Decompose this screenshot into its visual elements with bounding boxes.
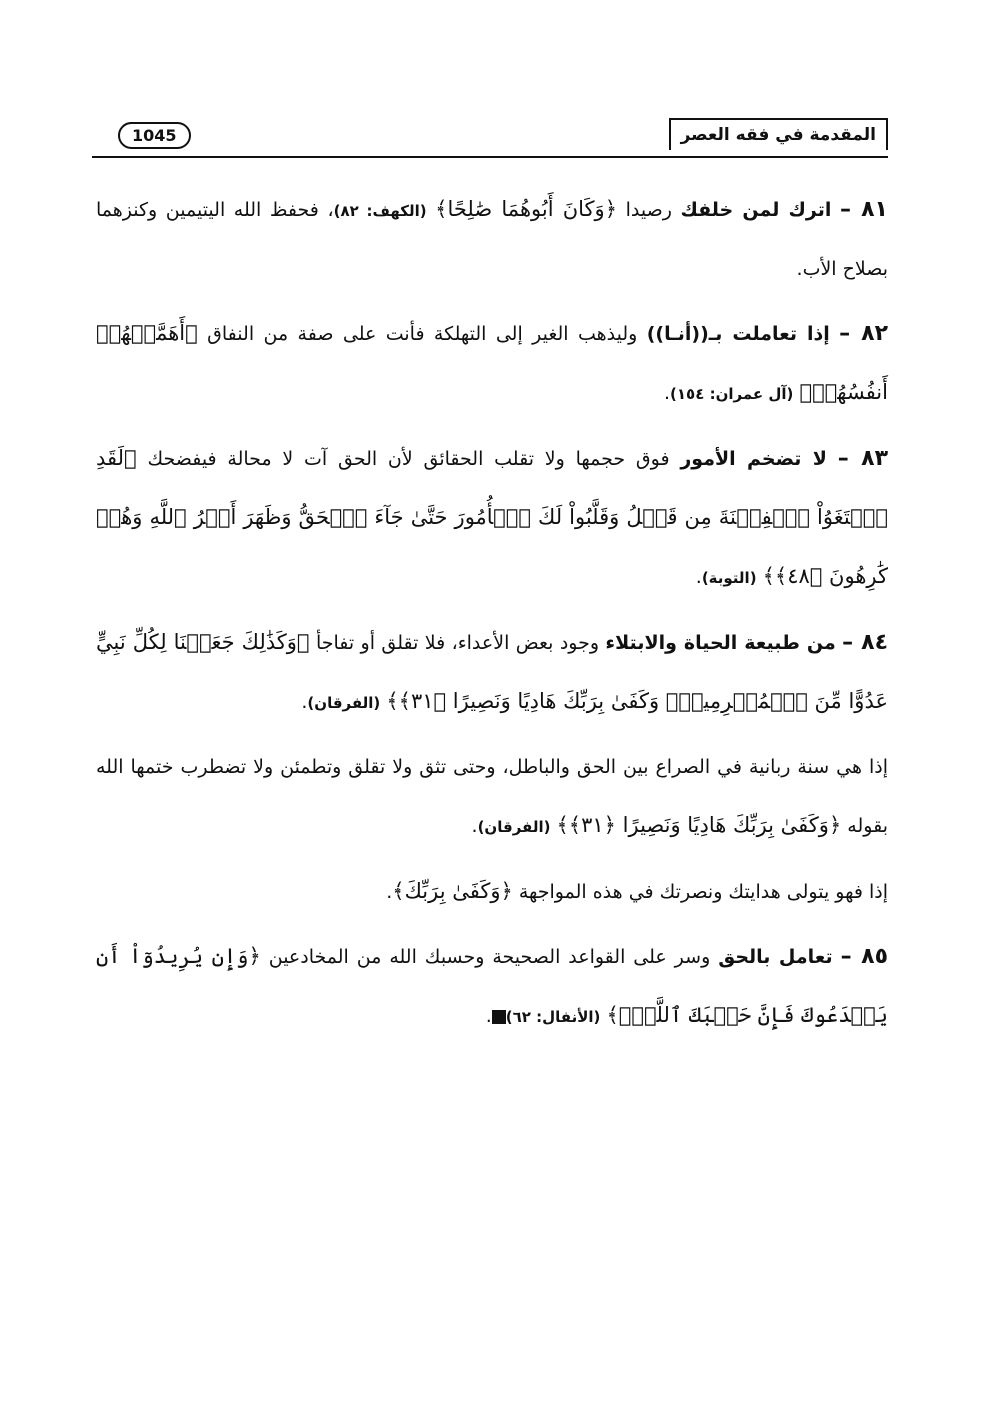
page-body	[96, 180, 888, 1052]
item-number: ٨١ –	[839, 197, 888, 222]
quran-verse: ﴿أَهَمَّتۡهُمۡ أَنفُسُهُمۡ﴾	[96, 321, 888, 404]
item-text: رصيدا	[625, 199, 672, 221]
paragraph-83	[96, 429, 888, 607]
verse-reference: (الكهف: ٨٢)	[333, 202, 427, 220]
verse-reference: (الأنفال: ٦٢)	[505, 1008, 601, 1026]
item-text: وجود بعض الأعداء، فلا تقلق أو تفاجأ	[315, 632, 600, 654]
item-text-end: .	[695, 566, 702, 588]
end-mark-icon	[492, 1010, 506, 1024]
paragraph-85	[96, 927, 888, 1046]
item-title: تعامل بالحق	[718, 946, 833, 968]
item-text-end: .	[485, 1005, 492, 1027]
quran-verse: ﴿لَقَدِ ٱبۡتَغَوُاْ ٱلۡفِتۡنَةَ مِن قَبۡلُ وَقَلَّبُواْ لَكَ ٱلۡأُمُورَ حَتَّىٰ جَآءَ ٱلۡحَقُّ وَظَهَرَ أَمۡرُ ٱللَّهِ وَهُمۡ كَٰرِهُونَ ﴿٤٨﴾﴾	[96, 446, 888, 588]
item-title: إذا تعاملت بـ((أنـا))	[646, 323, 830, 345]
paragraph-extra-2	[96, 862, 888, 921]
item-text-end: .	[664, 382, 671, 404]
book-title: المقدمة في فقه العصر	[669, 118, 888, 150]
header-rule	[92, 156, 888, 158]
item-text: وليذهب الغير إلى التهلكة فأنت على صفة من النفاق	[207, 323, 638, 345]
paragraph-81	[96, 180, 888, 298]
item-text: فوق حجمها ولا تقلب الحقائق لأن الحق آت لا محالة فيفضحك	[147, 448, 670, 470]
paragraph-extra-1	[96, 738, 888, 856]
paragraph-text: إذا فهو يتولى هدايتك ونصرتك في هذه المواجهة	[518, 881, 888, 903]
item-title: لا تضخم الأمور	[680, 448, 827, 470]
verse-reference: (الفرقان)	[477, 818, 551, 836]
quran-verse: ﴿وَكَفَىٰ بِرَبِّكَ﴾	[392, 879, 513, 903]
item-text: وسر على القواعد الصحيحة وحسبك الله من المخادعين	[268, 946, 711, 968]
verse-reference: (الفرقان)	[307, 694, 381, 712]
item-number: ٨٢ –	[839, 321, 889, 346]
item-number: ٨٥ –	[840, 944, 889, 969]
quran-verse: ﴿وَكَذَٰلِكَ جَعَلۡنَا لِكُلِّ نَبِيٍّ عَدُوًّا مِّنَ ٱلۡمُجۡرِمِينَۗ وَكَفَىٰ بِرَبِّكَ هَادِيًا وَنَصِيرًا ﴿٣١﴾﴾	[96, 630, 888, 713]
paragraph-84	[96, 613, 888, 732]
quran-verse: ﴿وَكَانَ أَبُوهُمَا صَٰلِحًا﴾	[435, 197, 618, 221]
item-text-end: .	[301, 691, 308, 713]
verse-reference: (التوبة)	[701, 569, 757, 587]
paragraph-text-end: .	[471, 815, 478, 837]
page-number: 1045	[118, 122, 191, 149]
paragraph-82	[96, 304, 888, 423]
item-number: ٨٤ –	[842, 630, 888, 655]
item-title: اترك لمن خلفك	[680, 199, 832, 221]
quran-verse: ﴿وَكَفَىٰ بِرَبِّكَ هَادِيًا وَنَصِيرًا ﴿٣١﴾﴾	[556, 813, 842, 837]
quran-verse: ﴿وَإِن يُرِيدُوٓاْ أَن يَخۡدَعُوكَ فَإِنَّ حَسۡبَكَ ٱللَّهُۚ﴾	[96, 944, 888, 1027]
item-title: من طبيعة الحياة والابتلاء	[605, 632, 836, 654]
paragraph-text: إذا هي سنة ربانية في الصراع بين الحق والباطل، وحتى تثق ولا تقلق وتطمئن ولا تضطرب ختمها الله بقوله	[96, 756, 888, 837]
verse-reference: (آل عمران: ١٥٤)	[670, 385, 794, 403]
item-text-end: ، فحفظ الله اليتيمين وكنزهما بصلاح الأب.	[96, 199, 888, 280]
item-number: ٨٣ –	[837, 446, 888, 471]
page-header	[92, 118, 888, 158]
paragraph-text-end: .	[386, 881, 393, 903]
